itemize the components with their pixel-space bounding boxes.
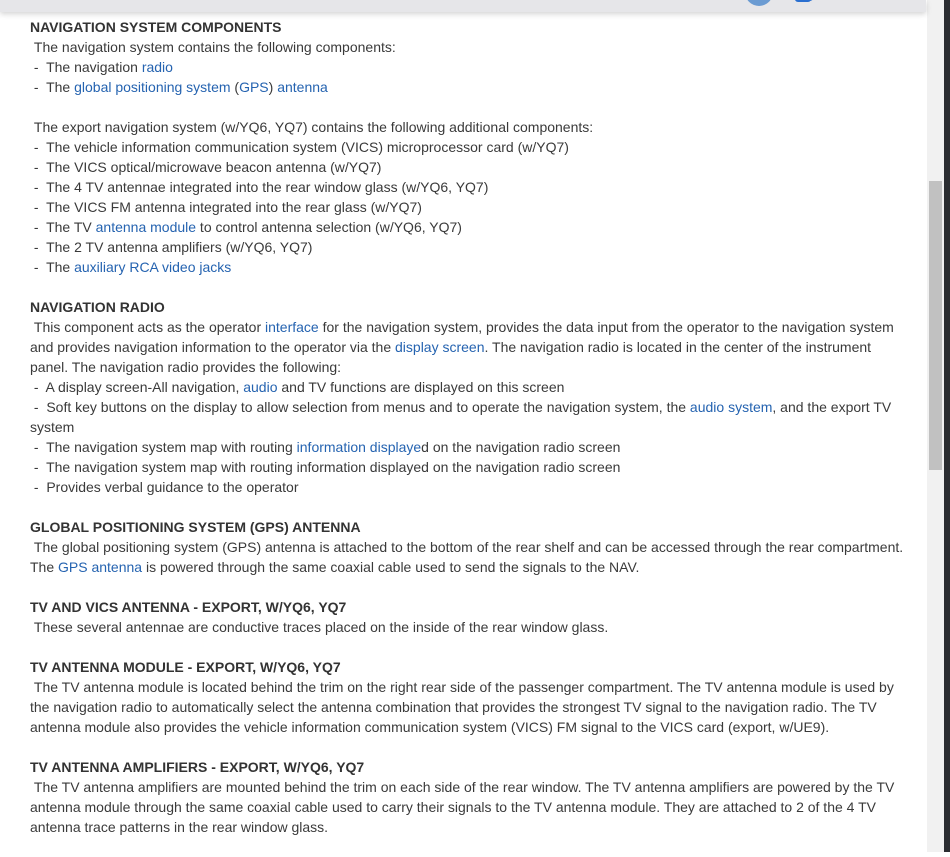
top-toolbar — [0, 0, 926, 12]
text-segment: ( — [230, 79, 240, 95]
text-line — [30, 57, 908, 77]
text-segment: This component acts as the operator — [30, 319, 266, 335]
text-segment: The TV antenna amplifiers are mounted behind the trim on each side of the rear window. The TV antenna amplifiers are powered by the TV antenna module through the same coaxial cable used to carry their signals to the TV antenna module. They are attached to 2 of the 4 TV antenna trace patterns in the rear window glass. — [30, 779, 899, 835]
window-edge — [944, 0, 950, 852]
text-segment: d on the navigation radio screen — [421, 439, 621, 455]
section-heading: TV ANTENNA AMPLIFIERS - EXPORT, W/YQ6, YQ7 — [30, 759, 365, 775]
text-segment: - The navigation — [30, 59, 142, 75]
section — [30, 757, 908, 837]
text-segment: - Soft key buttons on the display to allow selection from menus and to operate the navigation system, the — [30, 399, 690, 415]
text-segment: The export navigation system (w/YQ6, YQ7) contains the following additional components: — [30, 119, 594, 135]
text-line — [30, 437, 908, 457]
glossary-link[interactable]: interface — [265, 319, 319, 335]
text-segment: - Provides verbal guidance to the operator — [30, 479, 299, 495]
text-line — [30, 617, 908, 637]
text-segment: - The TV — [30, 219, 96, 235]
text-segment: ) — [268, 79, 278, 95]
text-line — [30, 457, 908, 477]
text-line — [30, 537, 908, 577]
glossary-link[interactable]: antenna module — [95, 219, 197, 235]
section-heading: TV AND VICS ANTENNA - EXPORT, W/YQ6, YQ7 — [30, 599, 347, 615]
text-line — [30, 677, 908, 737]
text-line — [30, 97, 908, 117]
document-content — [30, 17, 908, 857]
text-line — [30, 197, 908, 217]
text-segment: - The vehicle information communication system (VICS) microprocessor card (w/YQ7) — [30, 139, 569, 155]
glossary-link[interactable]: global positioning system — [74, 79, 231, 95]
section-heading: NAVIGATION RADIO — [30, 299, 165, 315]
toolbar-action-icon[interactable] — [795, 0, 811, 2]
text-segment: , and the export TV system — [30, 399, 896, 435]
text-segment: The navigation system contains the following components: — [30, 39, 396, 55]
section — [30, 517, 908, 577]
text-segment: . The navigation radio is located in the center of the instrument panel. The navigation radio provides the following: — [30, 339, 875, 375]
text-line — [30, 377, 908, 397]
text-line — [30, 237, 908, 257]
scrollbar-thumb[interactable] — [929, 181, 942, 470]
glossary-link[interactable]: GPS — [239, 79, 269, 95]
glossary-link[interactable]: antenna — [277, 79, 328, 95]
section — [30, 17, 908, 277]
text-segment: - A display screen-All navigation, — [30, 379, 244, 395]
section-heading: NAVIGATION SYSTEM COMPONENTS — [30, 19, 282, 35]
glossary-link[interactable]: audio — [243, 379, 278, 395]
text-segment: - The — [30, 79, 75, 95]
glossary-link[interactable]: information displaye — [296, 439, 422, 455]
glossary-link[interactable]: display screen — [395, 339, 485, 355]
section-heading: TV ANTENNA MODULE - EXPORT, W/YQ6, YQ7 — [30, 659, 341, 675]
glossary-link[interactable]: GPS antenna — [58, 559, 143, 575]
user-avatar-icon[interactable] — [745, 0, 773, 6]
text-line — [30, 477, 908, 497]
text-segment: - The navigation system map with routing information displayed on the navigation radio screen — [30, 459, 621, 475]
text-segment — [30, 99, 34, 115]
text-line — [30, 177, 908, 197]
text-line — [30, 217, 908, 237]
text-segment: - The 2 TV antenna amplifiers (w/YQ6, YQ7) — [30, 239, 313, 255]
text-segment: - The — [30, 259, 75, 275]
text-segment: - The VICS optical/microwave beacon antenna (w/YQ7) — [30, 159, 382, 175]
text-segment: - The VICS FM antenna integrated into the rear glass (w/YQ7) — [30, 199, 422, 215]
section-heading: GLOBAL POSITIONING SYSTEM (GPS) ANTENNA — [30, 519, 361, 535]
text-segment: for the navigation system, provides the data input from the operator to the navigation system and provides navigation information to the operator via the — [30, 319, 898, 355]
text-line — [30, 257, 908, 277]
text-segment: - The 4 TV antennae integrated into the rear window glass (w/YQ6, YQ7) — [30, 179, 489, 195]
text-segment: The TV antenna module is located behind the trim on the right rear side of the passenger compartment. The TV antenna module is used by the navigation radio to automatically select the antenna combination that provides the strongest TV signal to the navigation radio. The TV antenna module also provides the vehicle information communication system (VICS) FM signal to the VICS card (export, w/UE9). — [30, 679, 898, 735]
text-segment: to control antenna selection (w/YQ6, YQ7) — [196, 219, 462, 235]
section — [30, 597, 908, 637]
text-line — [30, 137, 908, 157]
text-line — [30, 77, 908, 97]
text-line — [30, 317, 908, 377]
text-line — [30, 397, 908, 437]
section — [30, 657, 908, 737]
text-segment: - The navigation system map with routing — [30, 439, 297, 455]
text-segment: These several antennae are conductive traces placed on the inside of the rear window glass. — [30, 619, 609, 635]
text-line — [30, 777, 908, 837]
glossary-link[interactable]: radio — [141, 59, 173, 75]
text-segment: and TV functions are displayed on this screen — [277, 379, 565, 395]
text-segment: is powered through the same coaxial cable used to send the signals to the NAV. — [142, 559, 640, 575]
text-segment: The global positioning system (GPS) antenna is attached to the bottom of the rear shelf and can be accessed through the rear compartment. The — [30, 539, 907, 575]
text-line — [30, 117, 908, 137]
text-line — [30, 157, 908, 177]
glossary-link[interactable]: auxiliary RCA video jacks — [74, 259, 232, 275]
glossary-link[interactable]: audio system — [689, 399, 773, 415]
section — [30, 297, 908, 497]
text-line — [30, 37, 908, 57]
